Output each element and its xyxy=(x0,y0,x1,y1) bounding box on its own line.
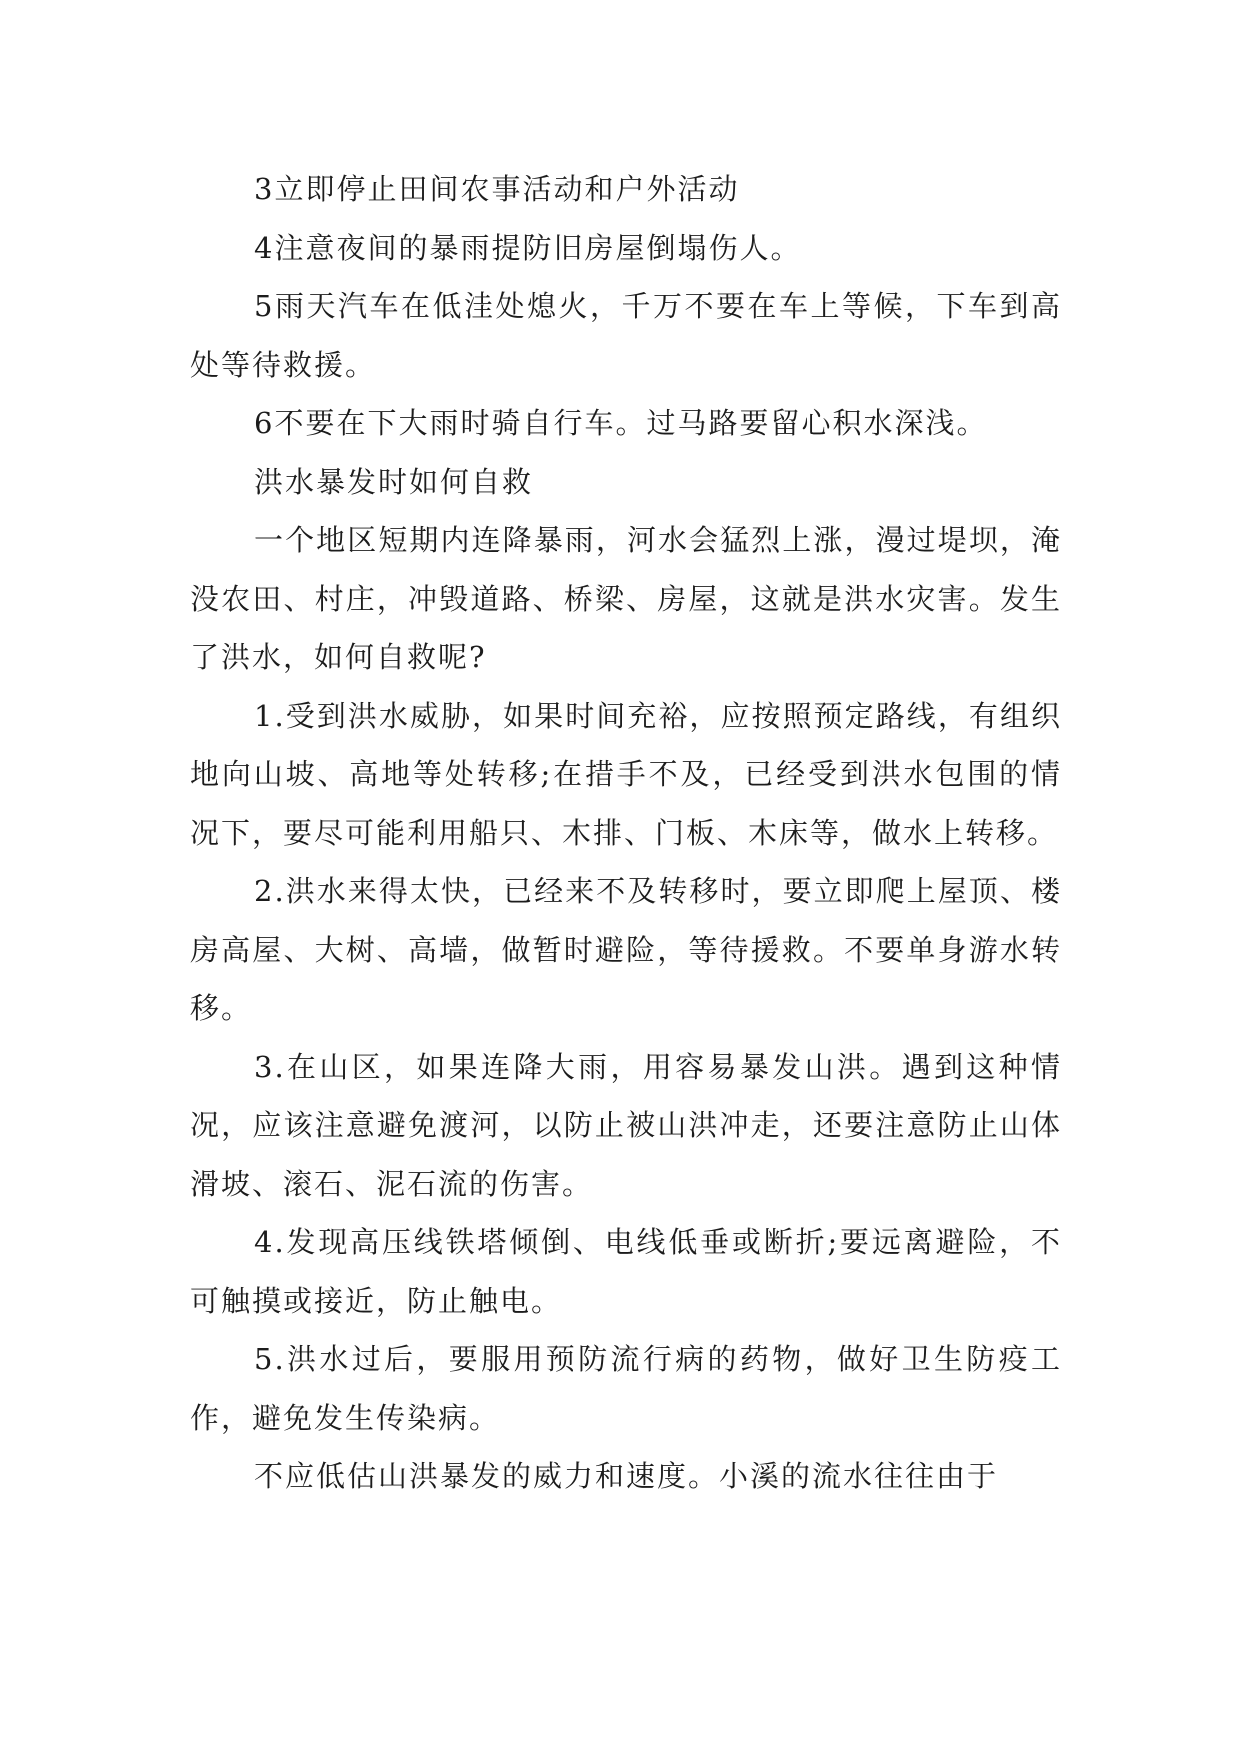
paragraph-tip-1: 1.受到洪水威胁，如果时间充裕，应按照预定路线，有组织地向山坡、高地等处转移;在措手不及，已经受到洪水包围的情况下，要尽可能利用船只、木排、门板、木床等，做水上转移。 xyxy=(190,698,1062,850)
paragraph-tip-3: 3.在山区，如果连降大雨，用容易暴发山洪。遇到这种情况，应该注意避免渡河，以防止被山洪冲走，还要注意防止山体滑坡、滚石、泥石流的伤害。 xyxy=(190,1049,1062,1201)
paragraph-flood-intro: 一个地区短期内连降暴雨，河水会猛烈上涨，漫过堤坝，淹没农田、村庄，冲毁道路、桥梁、房屋，这就是洪水灾害。发生了洪水，如何自救呢? xyxy=(190,523,1062,674)
document-body xyxy=(190,160,1062,1506)
paragraph-mountain-flood-warning: 不应低估山洪暴发的威力和速度。小溪的流水往往由于 xyxy=(254,1459,999,1493)
paragraph-tip-4: 4.发现高压线铁塔倾倒、电线低垂或断折;要远离避险，不可触摸或接近，防止触电。 xyxy=(190,1225,1062,1318)
paragraph-night-rainstorm: 4注意夜间的暴雨提防旧房屋倒塌伤人。 xyxy=(254,230,802,265)
paragraph-tip-2: 2.洪水来得太快，已经来不及转移时，要立即爬上屋顶、楼房高屋、大树、高墙，做暂时避险，等待援救。不要单身游水转移。 xyxy=(190,874,1062,1025)
paragraph-stop-farm-work: 3立即停止田间农事活动和户外活动 xyxy=(254,172,740,206)
paragraph-car-stall: 5雨天汽车在低洼处熄火，千万不要在车上等候，下车到高处等待救援。 xyxy=(190,289,1062,382)
section-heading-flood-self-rescue: 洪水暴发时如何自救 xyxy=(254,464,534,499)
paragraph-tip-5: 5.洪水过后，要服用预防流行病的药物，做好卫生防疫工作，避免发生传染病。 xyxy=(190,1342,1062,1435)
paragraph-no-bicycle: 6不要在下大雨时骑自行车。过马路要留心积水深浅。 xyxy=(254,406,988,440)
